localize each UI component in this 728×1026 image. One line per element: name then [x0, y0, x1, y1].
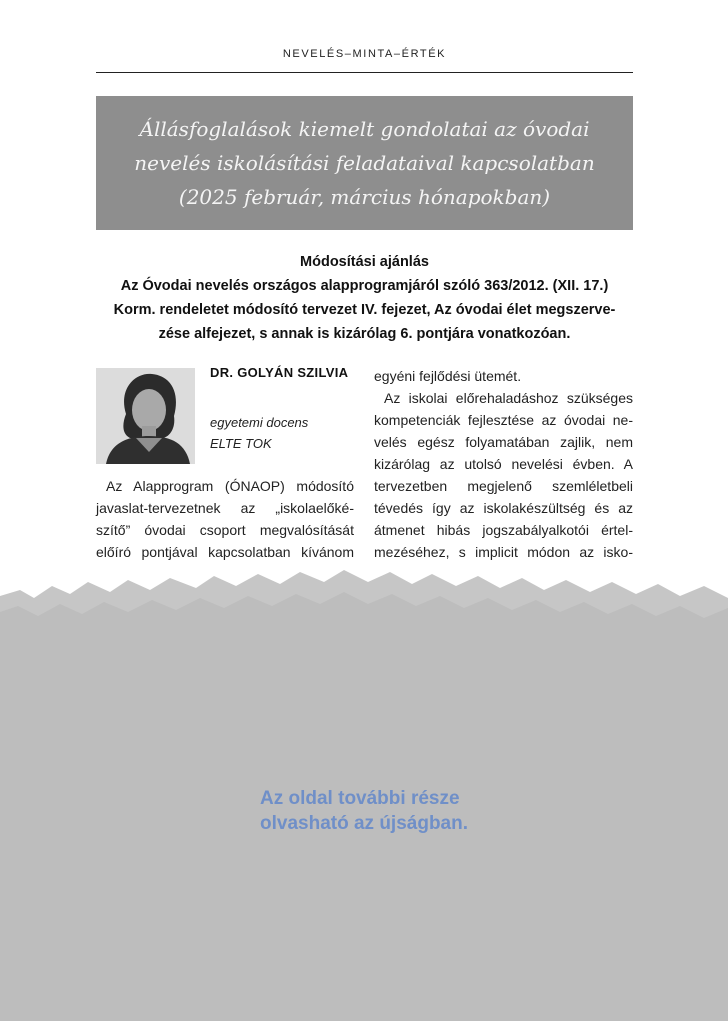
body-line: tervezetben megjelenő szemléletbeli — [374, 478, 633, 494]
continued-in-print-notice — [260, 786, 468, 836]
author-photo — [96, 368, 195, 464]
title-line: nevelés iskolásítási feladataival kapcsolatban — [134, 151, 595, 175]
right-column — [374, 365, 633, 563]
portrait-icon — [96, 368, 195, 464]
notice-line: olvasható az újságban. — [260, 813, 468, 834]
author-name: DR. GOLYÁN SZILVIA — [210, 365, 349, 380]
body-line: tévedés így az iskolakészültség és az — [374, 500, 633, 516]
notice-line: Az oldal további része — [260, 788, 460, 809]
body-line: szítő” óvodai csoport megvalósítását — [96, 522, 354, 538]
body-line: mezéséhez, s implicit módon az isko- — [374, 544, 633, 560]
subhead-line: Az Óvodai nevelés országos alapprogramjáról szóló 363/2012. (XII. 17.) — [120, 278, 609, 294]
body-line: Az iskolai előrehaladáshoz szükséges — [384, 390, 633, 406]
body-line: velés egész folyamatában zajlik, nem — [374, 434, 633, 450]
left-column — [96, 475, 354, 563]
body-line: javaslat-tervezetnek az „iskolaelőké- — [96, 500, 354, 516]
body-line: kompetenciák fejlesztése az óvodai ne- — [374, 412, 633, 428]
body-line: egyéni fejlődési ütemét. — [374, 368, 522, 384]
title-line: Állásfoglalások kiemelt gondolatai az óvodai — [139, 117, 590, 141]
subhead-line: Módosítási ajánlás — [300, 254, 429, 270]
title-line: (2025 február, március hónapokban) — [178, 185, 551, 209]
running-header: NEVELÉS–MINTA–ÉRTÉK — [282, 48, 447, 60]
body-line: előíró pontjával kapcsolatban kívánom — [96, 544, 354, 560]
article-title-box — [96, 96, 633, 230]
author-affiliation: ELTE TOK — [210, 436, 272, 451]
subhead-line: Korm. rendeletet módosító tervezet IV. fejezet, Az óvodai élet megszerve- — [113, 302, 616, 318]
author-role: egyetemi docens — [210, 415, 309, 430]
body-line: Az Alapprogram (ÓNAOP) módosító — [106, 478, 354, 494]
subhead-line: zése alfejezet, s annak is kizárólag 6. pontjára vonatkozóan. — [158, 326, 571, 342]
body-line: átmenet hibás jogszabályalkotói értel- — [374, 522, 633, 538]
header-rule — [96, 72, 633, 73]
author-details — [210, 412, 308, 454]
article-subhead — [96, 250, 633, 346]
body-line: kizárólag az utolsó nevelési évben. A — [374, 456, 633, 472]
